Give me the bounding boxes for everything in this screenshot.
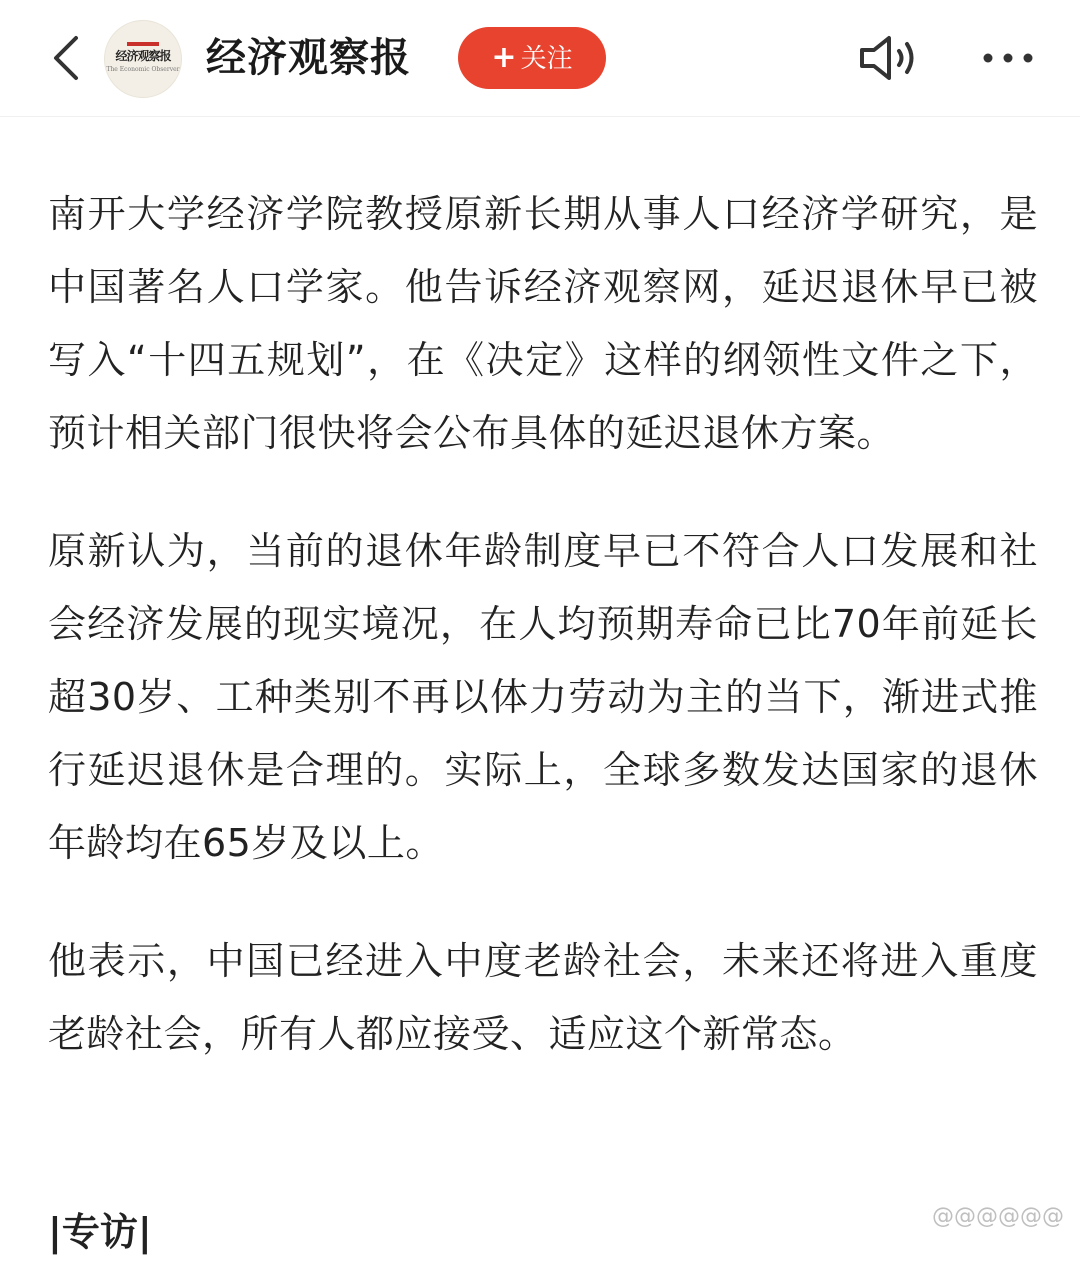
top-bar xyxy=(0,0,1080,117)
plus-icon: + xyxy=(491,40,517,75)
section-heading: |专访| xyxy=(48,1210,152,1254)
article-paragraph: 原新认为，当前的退休年龄制度早已不符合人口发展和社会经济发展的现实境况，在人均预期寿命已比70年前延长超30岁、工种类别不再以体力劳动为主的当下，渐进式推行延迟退休是合理的。实际上，全球多数发达国家的退休年龄均在65岁及以上。 xyxy=(48,529,1038,865)
logo-english-text: The Economic Observer xyxy=(106,66,180,73)
back-button[interactable] xyxy=(44,34,92,82)
account-avatar[interactable] xyxy=(104,20,182,98)
article-body xyxy=(48,178,1038,1116)
follow-label: 关注 xyxy=(520,44,573,74)
more-horizontal-icon xyxy=(978,36,1038,80)
article-paragraph: 南开大学经济学院教授原新长期从事人口经济学研究，是中国著名人口学家。他告诉经济观察网，延迟退休早已被写入“十四五规划”，在《决定》这样的纲领性文件之下，预计相关部门很快将会公布具体的延迟退休方案。 xyxy=(48,192,1038,455)
chevron-left-icon xyxy=(44,34,92,82)
follow-button[interactable] xyxy=(458,27,606,89)
logo-chinese-text: 经济观察报 xyxy=(115,49,171,63)
more-options-button[interactable] xyxy=(978,36,1038,80)
account-name[interactable]: 经济观察报 xyxy=(206,35,411,81)
watermark: @@@@@@ xyxy=(932,1204,1064,1229)
article-paragraph: 他表示，中国已经进入中度老龄社会，未来还将进入重度老龄社会，所有人都应接受、适应这个新常态。 xyxy=(48,939,1038,1056)
logo-red-mark xyxy=(127,42,159,46)
speaker-icon xyxy=(856,32,920,84)
read-aloud-button[interactable] xyxy=(856,32,920,84)
